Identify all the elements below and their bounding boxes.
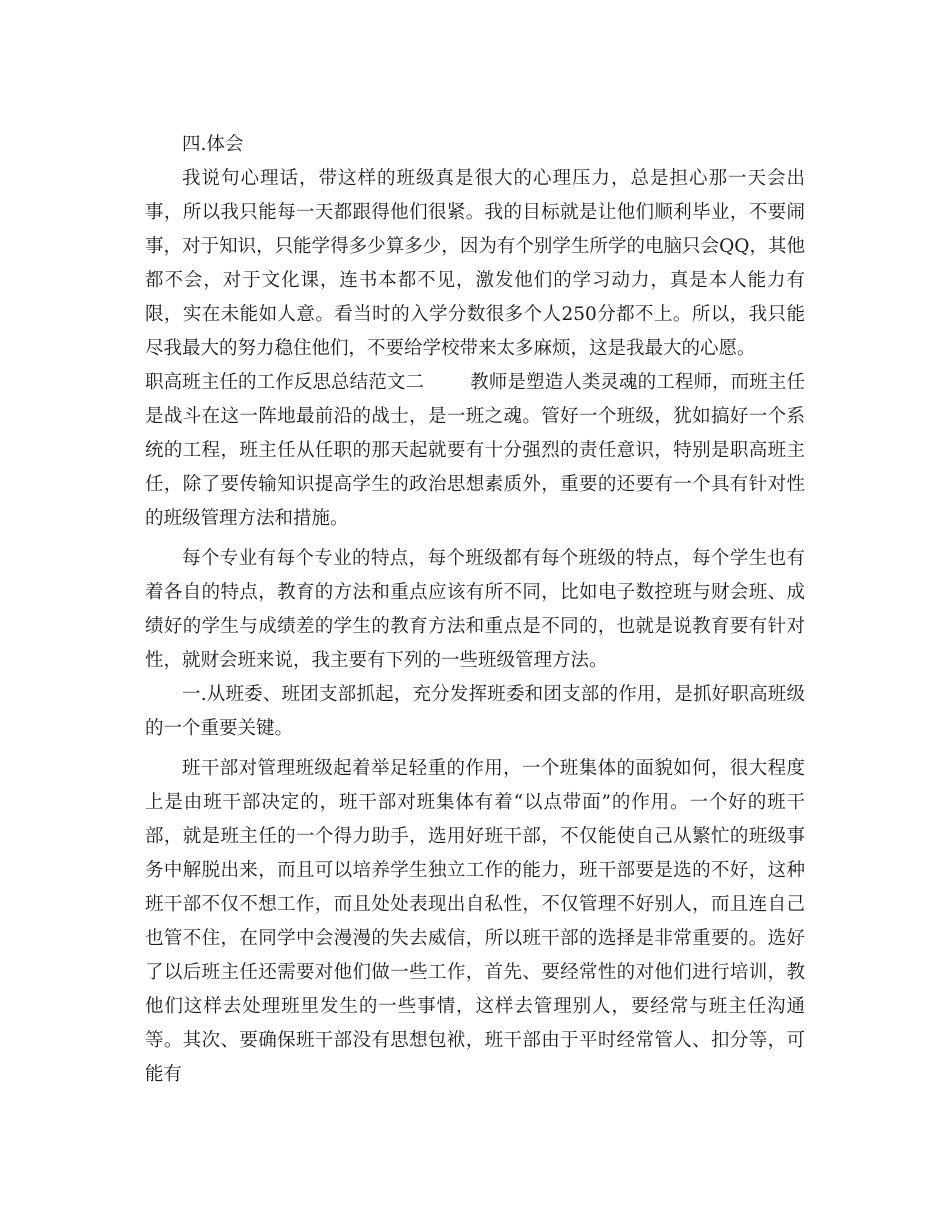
article-title: 职高班主任的工作反思总结范文二 — [145, 372, 425, 393]
paragraph-2-body: 教师是塑造人类灵魂的工程师，而班主任是战斗在这一阵地最前沿的战士，是一班之魂。管好一个班级，犹如搞好一个系统的工程，班主任从任职的那天起就要有十分强烈的责任意识，特别是职高班主任，除了要传输知识提高学生的政治思想素质外，重要的还要有一个具有针对性的班级管理方法和措施。 — [145, 372, 805, 529]
paragraph-5: 班干部对管理班级起着举足轻重的作用，一个班集体的面貌如何，很大程度上是由班干部决定的，班干部对班集体有着“以点带面”的作用。一个好的班干部，就是班主任的一个得力助手，选用好班干部，不仅能使自己从繁忙的班级事务中解脱出来，而且可以培养学生独立工作的能力，班干部要是选的不好，这种班干部不仅不想工作，而且处处表现出自私性，不仅管理不好别人，而且连自己也管不住，在同学中会漫漫的失去威信，所以班干部的选择是非常重要的。选好了以后班主任还需要对他们做一些工作，首先、要经常性的对他们进行培训，教他们这样去处理班里发生的一些事情，这样去管理别人，要经常与班主任沟通等。其次、要确保班干部没有思想包袱，班干部由于平时经常管人、扣分等，可能有 — [145, 758, 805, 1085]
paragraph-1: 我说句心理话，带这样的班级真是很大的心理压力，总是担心那一天会出事，所以我只能每一天都跟得他们很紧。我的目标就是让他们顺利毕业，不要闹事，对于知识，只能学得多少算多少，因为有个别学生所学的电脑只会QQ，其他都不会，对于文化课，连书本都不见，激发他们的学习动力，真是本人能力有限，实在未能如人意。看当时的入学分数很多个人250分都不上。所以，我只能尽我最大的努力稳住他们，不要给学校带来太多麻烦，这是我最大的心愿。 — [145, 168, 805, 359]
paragraph-2 — [145, 366, 805, 536]
paragraph-3: 每个专业有每个专业的特点，每个班级都有每个班级的特点，每个学生也有着各自的特点，教育的方法和重点应该有所不同，比如电子数控班与财会班、成绩好的学生与成绩差的学生的教育方法和重点是不同的，也就是说教育要有针对性，就财会班来说，我主要有下列的一些班级管理方法。 — [145, 548, 805, 671]
document-body — [145, 128, 805, 1092]
paragraph-4: 一.从班委、班团支部抓起，充分发挥班委和团支部的作用，是抓好职高班级的一个重要关键。 — [145, 684, 805, 739]
section-heading: 四.体会 — [182, 134, 244, 155]
